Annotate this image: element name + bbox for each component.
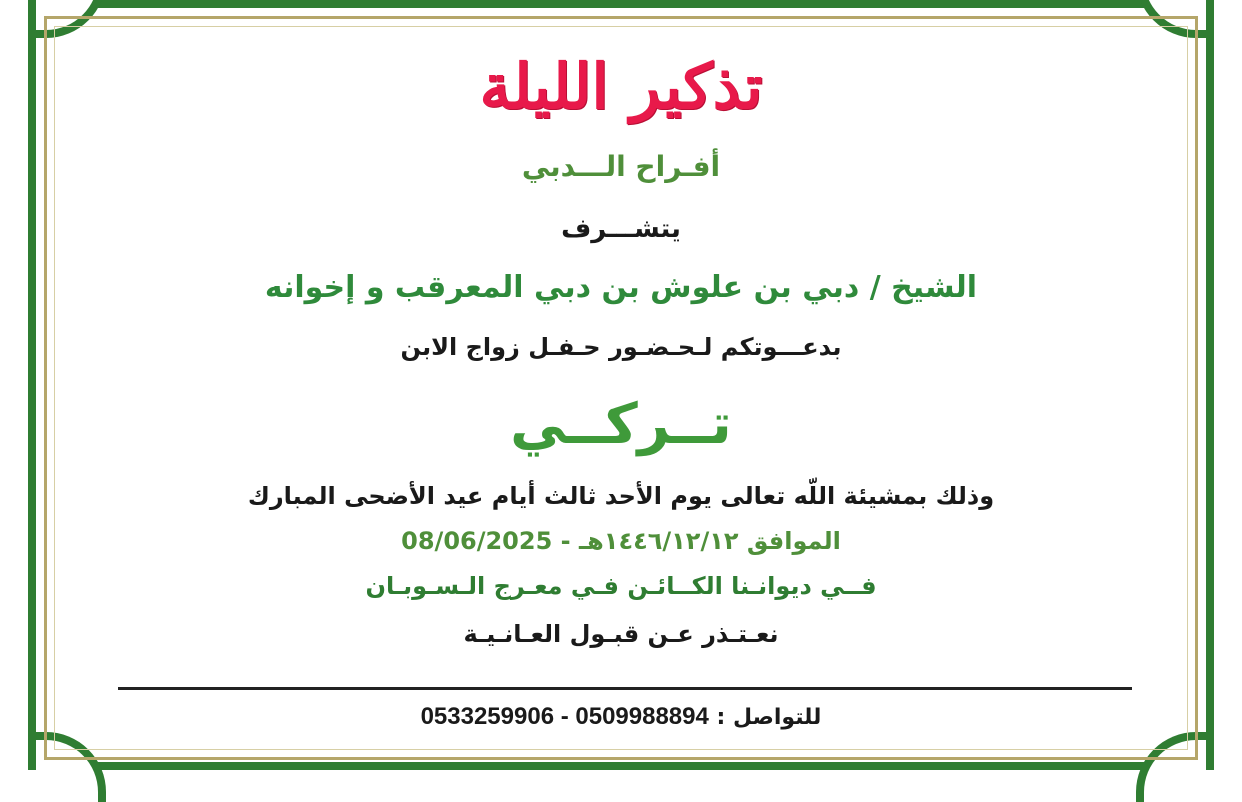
event-occasion: وذلك بمشيئة اللّه تعالى يوم الأحد ثالث أيام عيد الأضحى المبارك [247,482,995,510]
event-venue: فــي ديوانـنا الكــائـن فـي معـرج الـسـوبـان [365,572,877,600]
invitation-text: بدعـــوتكم لـحـضـور حـفـل زواج الابن [400,333,842,361]
event-date: الموافق ١٤٤٦/١٢/١٢هـ - 08/06/2025 [401,527,841,555]
contact-numbers: 0533259906 - 0509988894 [420,703,709,730]
groom-name: تــركــي [510,392,732,457]
contact-line [0,703,1242,731]
apology-note: نعـتـذر عـن قبـول العـانـيـة [463,620,779,648]
honor-text: يتشـــرف [561,214,681,244]
reminder-title: تذكير الليلة [479,50,763,123]
contact-label: للتواصل : [716,705,822,730]
divider-line [118,687,1132,690]
host-name: أفـراح الـــدبي [521,150,721,183]
sheikh-name: الشيخ / دبي بن علوش بن دبي المعرقب و إخوانه [264,270,978,305]
